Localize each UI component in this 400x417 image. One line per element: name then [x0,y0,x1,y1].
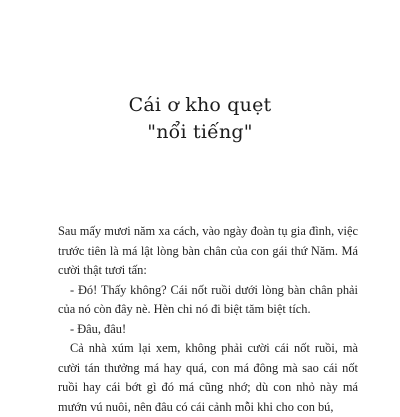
paragraph-3: - Đâu, đâu! [70,321,127,336]
chapter-body [58,222,358,417]
paragraph-2: - Đó! Thấy không? Cái nốt ruồi dưới lòng bàn chân phải của nó còn đây nè. Hèn chi nó đi biệt tăm biệt tích. [58,282,358,316]
chapter-title-line-1: Cái ơ kho quẹt [128,94,272,116]
paragraph-1: Sau mấy mươi năm xa cách, vào ngày đoàn tụ gia đình, việc trước tiên là má lật lòng bàn chân của con gái thứ Năm. Má cười thật tươi tấn: [58,224,358,277]
chapter-title-line-2: "nổi tiếng" [147,121,253,143]
paragraph-4: Cả nhà xúm lại xem, không phải cười cái nốt ruồi, mà cười tán thưởng má hay quá, con má đông mà sao cái nốt ruồi hay cái bớt gì đó má cũng nhớ; dù con nhỏ này má mướn vú nuôi, nên đâu có cái cảnh mỗi khi cho con bú, [58,341,358,414]
chapter-title [0,92,400,146]
